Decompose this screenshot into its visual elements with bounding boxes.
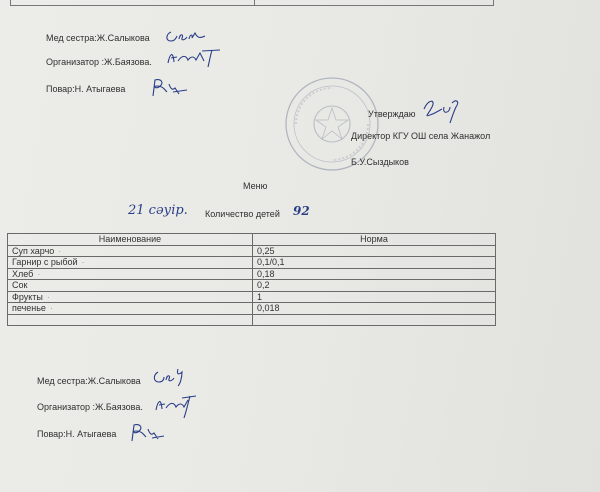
approve-label: Утверждаю: [368, 109, 416, 119]
column-header-norm: Норма: [253, 234, 496, 246]
item-norm: 0,25: [253, 245, 496, 257]
footer-organizer-label: Организатор :Ж.Баязова.: [37, 402, 143, 412]
director-signature: [416, 95, 470, 129]
previous-table-edge: [10, 0, 494, 6]
item-norm: 0,18: [253, 268, 496, 280]
column-header-name: Наименование: [8, 234, 253, 246]
footer-cook-label: Повар:Н. Атыгаева: [37, 429, 117, 439]
organizer-signature-top: [164, 47, 224, 71]
item-norm: [253, 314, 496, 326]
item-name: Сок: [12, 280, 28, 291]
nurse-signature-top: [165, 27, 213, 45]
item-norm: 0,1/0,1: [253, 257, 496, 269]
table-row: печенье · 0,018: [8, 303, 496, 315]
header-organizer-label: Организатор :Ж.Баязова.: [46, 57, 152, 67]
header-nurse-label: Мед сестра:Ж.Салыкова: [46, 33, 150, 43]
footer-nurse-label: Мед сестра:Ж.Салыкова: [37, 376, 141, 386]
item-name: [8, 314, 253, 326]
director-title: Директор КГУ ОШ села Жанажол: [351, 131, 491, 141]
nurse-signature-bottom: [152, 366, 196, 388]
menu-title: Меню: [243, 181, 268, 191]
item-name: печенье: [12, 303, 46, 314]
director-name: Б.У.Сыздыков: [351, 157, 409, 167]
item-norm: 1: [253, 291, 496, 303]
date-handwritten: 21 сәуір.: [128, 203, 188, 218]
item-norm: 0,2: [253, 280, 496, 292]
table-row: Хлеб · 0,18: [8, 268, 496, 280]
table-row: [8, 280, 496, 292]
table-header-row: [8, 234, 496, 246]
organizer-signature-bottom: [152, 392, 198, 422]
item-name: Хлеб: [12, 268, 34, 279]
table-row: [8, 314, 496, 326]
children-count-label: Количество детей: [205, 209, 280, 219]
item-name: Фрукты: [12, 291, 43, 302]
table-row: Суп харчо · 0,25: [8, 245, 496, 257]
item-norm: 0,018: [253, 303, 496, 315]
cook-signature-top: [143, 76, 193, 100]
cook-signature-bottom: [124, 421, 170, 445]
table-row: Фрукты · 1: [8, 291, 496, 303]
children-count-value: 92: [293, 204, 310, 218]
menu-table: [7, 233, 496, 326]
item-name: Суп харчо: [12, 245, 55, 256]
header-cook-label: Повар:Н. Атыгаева: [46, 84, 126, 94]
table-row: Гарнир с рыбой · 0,1/0,1: [8, 257, 496, 269]
item-name: Гарнир с рыбой: [12, 257, 78, 268]
